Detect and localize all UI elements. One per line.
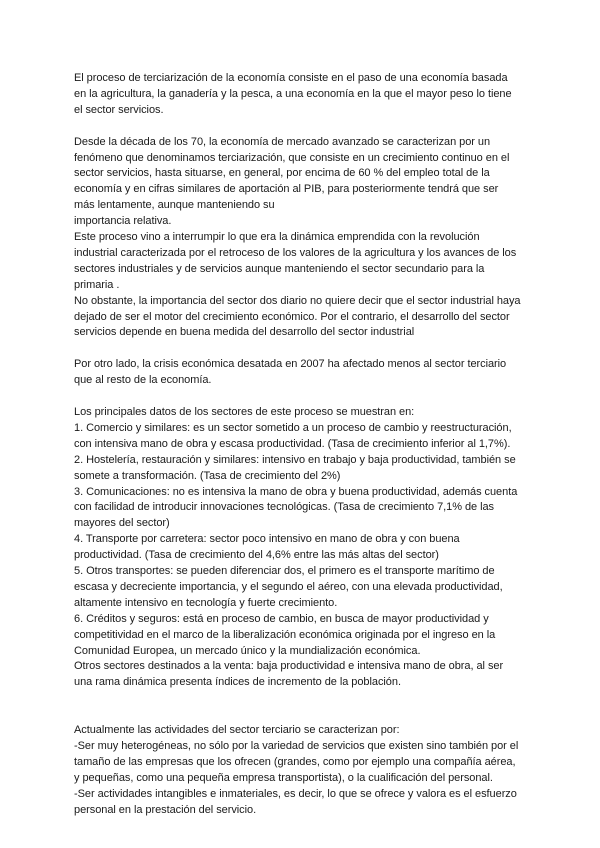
paragraph-spacer [74,389,534,405]
text-line: Desde la década de los 70, la economía de mercado avanzado se caracterizan por un [74,135,491,148]
paragraph-crisis [74,357,534,389]
text-line: Otros sectores destinados a la venta: baja productividad e intensiva mano de obra, al ser [74,660,504,673]
paragraph-spacer [74,341,534,357]
list-item: 2. Hostelería, restauración y similares: intensivo en trabajo y baja productividad, también se [74,453,516,466]
text-line: altamente intensivo en tecnología y fuerte crecimiento. [74,596,338,609]
list-item: 6. Créditos y seguros: está en proceso de cambio, en busca de mayor productividad y [74,612,489,625]
text-line: economía y en cifras similares de aportación al PIB, para posteriormente tendrá que ser [74,183,499,196]
text-line: somete a transformación. (Tasa de crecimiento del 2%) [74,469,341,482]
text-line: competitividad en el marco de la liberalización económica originada por el ingreso en la [74,628,496,641]
text-line: mayores del sector) [74,517,170,530]
paragraph-terciarizacion-definition [74,71,534,119]
text-line: una rama dinámica presenta índices de incremento de la población. [74,676,401,689]
text-line: más lentamente, aunque manteniendo su [74,199,275,212]
document-body [74,71,534,819]
text-line: industrial caracterizada por el retroceso de los valores de la agricultura y los avances de los [74,246,517,259]
text-line: el sector servicios. [74,103,164,116]
text-line: con facilidad de introducir innovaciones tecnológicas. (Tasa de crecimiento 7,1% de las [74,501,494,514]
text-line: No obstante, la importancia del sector dos diario no quiere decir que el sector industrial haya [74,294,521,307]
list-item: 1. Comercio y similares: es un sector sometido a un proceso de cambio y reestructuración, [74,421,512,434]
list-item: -Ser muy heterogéneas, no sólo por la variedad de servicios que existen sino también por el [74,740,519,752]
text-line: escasa y decreciente importancia, y el segundo el aéreo, con una elevada productividad, [74,580,503,593]
text-line: importancia relativa. [74,215,172,228]
paragraph-history [74,135,534,342]
text-line: fenómeno que denominamos terciarización, que consiste en un crecimiento continuo en el [74,151,510,164]
text-line: personal en la prestación del servicio. [74,803,257,816]
paragraph-characteristics [74,723,534,818]
paragraph-sector-list [74,405,534,691]
text-line: Por otro lado, la crisis económica desatada en 2007 ha afectado menos al sector terciario [74,358,507,371]
text-line: servicios depende en buena medida del desarrollo del sector industrial [74,326,415,339]
text-line: en la agricultura, la ganadería y la pesca, a una economía en la que el mayor peso lo tiene [74,87,512,100]
text-line: Actualmente las actividades del sector terciario se caracterizan por: [74,724,400,737]
text-line: que al resto de la economía. [74,374,212,387]
text-line: Comunidad Europea, un mercado único y la mundialización económica. [74,644,421,657]
list-item: 5. Otros transportes: se pueden diferenciar dos, el primero es el transporte marítimo de [74,565,495,578]
text-line: productividad. (Tasa de crecimiento del 4,6% entre las más altas del sector) [74,549,439,562]
paragraph-spacer [74,691,534,723]
text-line: Este proceso vino a interrumpir lo que era la dinámica emprendida con la revolución [74,231,480,244]
text-line: con intensiva mano de obra y escasa productividad. (Tasa de crecimiento inferior al 1,7%). [74,437,511,450]
text-line: dejado de ser el motor del crecimiento económico. Por el contrario, el desarrollo del sector [74,310,510,323]
text-line: tamaño de las empresas que los ofrecen (grandes, como por ejemplo una compañía aérea, [74,755,516,768]
text-line: sectores industriales y de servicios aunque manteniendo el sector secundario para la [74,262,485,275]
list-item: 3. Comunicaciones: no es intensiva la mano de obra y buena productividad, además cuenta [74,485,518,498]
text-line: El proceso de terciarización de la economía consiste en el paso de una economía basada [74,72,508,84]
text-line: primaria . [74,278,120,291]
text-line: sector servicios, hasta situarse, en general, por encima de 60 % del empleo total de la [74,167,490,180]
list-item: -Ser actividades intangibles e inmateriales, es decir, lo que se ofrece y valora es el esfuerzo [74,787,517,800]
text-line: y pequeñas, como una pequeña empresa transportista), o la cualificación del personal. [74,771,493,784]
text-line: Los principales datos de los sectores de este proceso se muestran en: [74,405,415,418]
paragraph-spacer [74,119,534,135]
list-item: 4. Transporte por carretera: sector poco intensivo en mano de obra y con buena [74,533,460,546]
